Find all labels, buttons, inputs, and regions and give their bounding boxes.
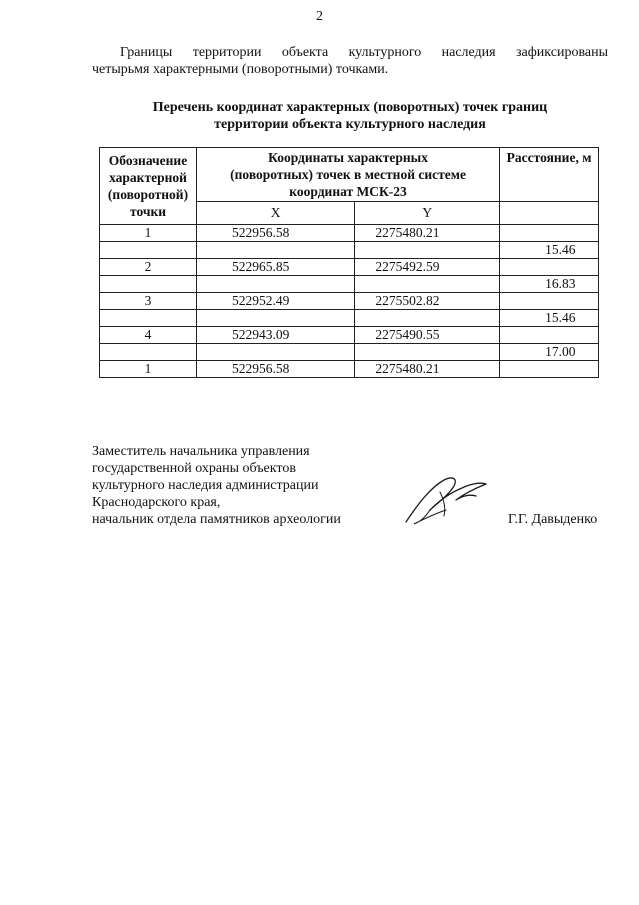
y-coordinate-cell: 2275492.59	[355, 259, 500, 276]
header-coords-line: Координаты характерных	[268, 150, 428, 165]
header-point-designation	[100, 148, 197, 225]
distance-cell	[500, 327, 599, 344]
point-cell	[100, 344, 197, 361]
header-coords-line: координат МСК-23	[289, 184, 407, 199]
x-coordinate-cell	[197, 242, 355, 259]
header-axis-x: X	[197, 202, 355, 225]
intro-line-1: Границы территории объекта культурного наследия зафиксированы	[120, 45, 608, 60]
table-title-line-2: территории объекта культурного наследия	[214, 117, 486, 132]
x-coordinate-cell	[197, 310, 355, 327]
table-row	[100, 344, 599, 361]
distance-cell	[500, 225, 599, 242]
x-coordinate-cell: 522943.09	[197, 327, 355, 344]
table-header-row	[100, 148, 599, 202]
y-coordinate-cell: 2275490.55	[355, 327, 500, 344]
position-line: Краснодарского края,	[92, 495, 221, 510]
distance-cell: 17.00	[500, 344, 599, 361]
y-coordinate-cell	[355, 344, 500, 361]
x-coordinate-cell	[197, 276, 355, 293]
header-axis-distance-empty	[500, 202, 599, 225]
distance-cell	[500, 361, 599, 378]
y-coordinate-cell	[355, 242, 500, 259]
header-point-line: точки	[129, 204, 167, 219]
coordinates-table	[99, 147, 599, 378]
y-coordinate-cell	[355, 310, 500, 327]
header-distance: Расстояние, м	[500, 148, 599, 202]
header-coords-line: (поворотных) точек в местной системе	[230, 167, 466, 182]
position-line: государственной охраны объектов	[92, 461, 296, 476]
header-axis-y: Y	[355, 202, 500, 225]
point-cell: 2	[100, 259, 197, 276]
table-row	[100, 276, 599, 293]
table-title	[92, 99, 608, 133]
distance-cell	[500, 293, 599, 310]
position-line: начальник отдела памятников археологии	[92, 512, 341, 527]
point-cell	[100, 310, 197, 327]
header-point-line: характерной	[109, 170, 187, 185]
point-cell	[100, 276, 197, 293]
header-coordinates	[197, 148, 500, 202]
table-row	[100, 242, 599, 259]
table-row	[100, 310, 599, 327]
x-coordinate-cell	[197, 344, 355, 361]
y-coordinate-cell: 2275480.21	[355, 361, 500, 378]
distance-cell: 15.46	[500, 242, 599, 259]
point-cell: 4	[100, 327, 197, 344]
page-number: 2	[316, 9, 323, 24]
signer-name: Г.Г. Давыденко	[508, 512, 598, 527]
table-row	[100, 225, 599, 242]
position-line: Заместитель начальника управления	[92, 444, 310, 459]
distance-cell: 15.46	[500, 310, 599, 327]
x-coordinate-cell: 522956.58	[197, 361, 355, 378]
point-cell: 1	[100, 225, 197, 242]
y-coordinate-cell: 2275480.21	[355, 225, 500, 242]
position-line: культурного наследия администрации	[92, 478, 319, 493]
header-point-line: (поворотной)	[107, 187, 189, 202]
y-coordinate-cell: 2275502.82	[355, 293, 500, 310]
intro-line-2: четырьмя характерными (поворотными) точками.	[92, 62, 389, 77]
x-coordinate-cell: 522956.58	[197, 225, 355, 242]
intro-paragraph	[92, 44, 608, 78]
x-coordinate-cell: 522952.49	[197, 293, 355, 310]
table-row	[100, 293, 599, 310]
handwritten-signature	[400, 470, 490, 528]
x-coordinate-cell: 522965.85	[197, 259, 355, 276]
table-body	[100, 225, 599, 378]
table-title-line-1: Перечень координат характерных (поворотных) точек границ	[152, 100, 548, 115]
point-cell: 3	[100, 293, 197, 310]
table-row	[100, 361, 599, 378]
distance-cell	[500, 259, 599, 276]
header-point-line: Обозначение	[108, 153, 188, 168]
distance-cell: 16.83	[500, 276, 599, 293]
table-row	[100, 327, 599, 344]
table-row	[100, 259, 599, 276]
y-coordinate-cell	[355, 276, 500, 293]
point-cell: 1	[100, 361, 197, 378]
point-cell	[100, 242, 197, 259]
